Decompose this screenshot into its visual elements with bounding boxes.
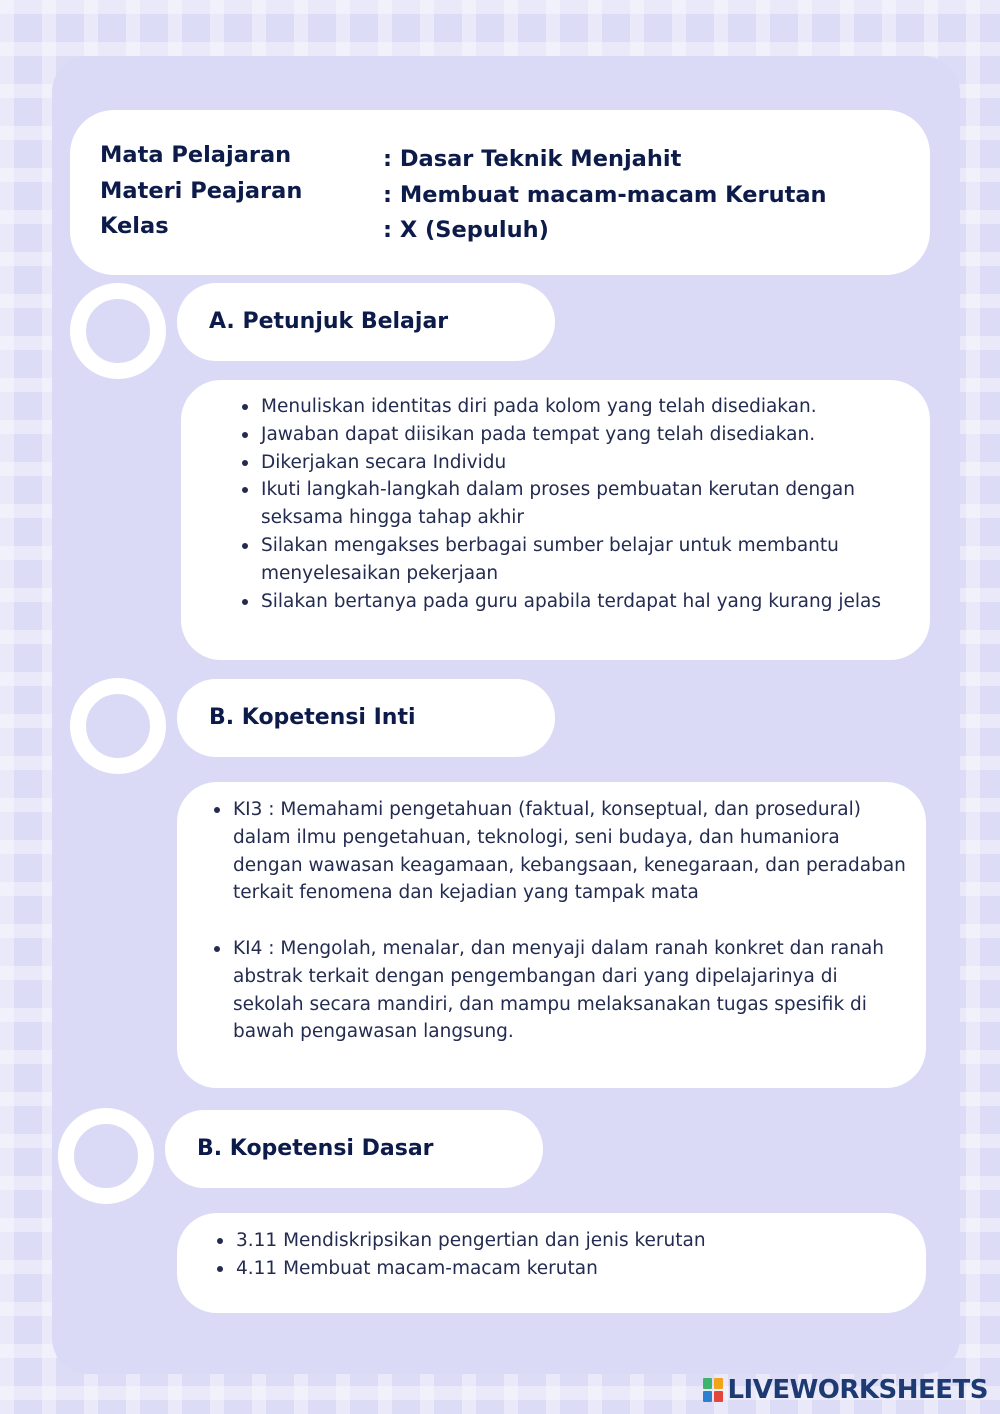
liveworksheets-watermark bbox=[703, 1374, 988, 1406]
section-c-title: B. Kopetensi Dasar bbox=[197, 1136, 434, 1161]
section-b-content-card bbox=[177, 782, 926, 1088]
section-a-ring-decoration bbox=[70, 283, 166, 379]
list-item: 3.11 Mendiskripsikan pengertian dan jenis kerutan bbox=[214, 1227, 904, 1255]
subject-info-values bbox=[383, 142, 827, 249]
label-materi-pelajaran: Materi Peajaran bbox=[100, 177, 303, 204]
section-b-ring-decoration bbox=[70, 678, 166, 774]
value-materi-pelajaran: : Membuat macam-macam Kerutan bbox=[383, 181, 827, 208]
list-item: KI4 : Mengolah, menalar, dan menyaji dalam ranah konkret dan ranah abstrak terkait dengan pengembangan dari yang dipelajarinya di sekolah secara mandiri, dan mampu melaksanakan tugas spesifik di bawah pengawasan langsung. bbox=[211, 935, 906, 1046]
kompetensi-dasar-list bbox=[214, 1227, 904, 1283]
section-c-content-card bbox=[177, 1213, 926, 1313]
list-item: 4.11 Membuat macam-macam kerutan bbox=[214, 1255, 904, 1283]
value-mata-pelajaran: : Dasar Teknik Menjahit bbox=[383, 146, 682, 172]
section-c-ring-decoration bbox=[58, 1108, 154, 1204]
section-a-content-card bbox=[181, 380, 930, 660]
subject-info-labels bbox=[100, 138, 302, 245]
value-kelas: : X (Sepuluh) bbox=[383, 217, 549, 243]
list-item: Ikuti langkah-langkah dalam proses pembuatan kerutan dengan seksama hingga tahap akhir bbox=[239, 476, 909, 532]
section-b-title: B. Kopetensi Inti bbox=[209, 705, 416, 730]
list-item: Silakan bertanya pada guru apabila terdapat hal yang kurang jelas bbox=[239, 588, 909, 616]
label-kelas: Kelas bbox=[100, 213, 169, 239]
section-b-title-pill bbox=[177, 679, 555, 757]
liveworksheets-logo-icon bbox=[703, 1378, 723, 1402]
subject-info-card bbox=[70, 110, 930, 275]
section-a-title-pill bbox=[177, 283, 555, 361]
list-item: KI3 : Memahami pengetahuan (faktual, konseptual, dan prosedural) dalam ilmu pengetahuan, teknologi, seni budaya, dan humaniora dengan wawasan keagamaan, kebangsaan, kenegaraan, dan peradaban terkait fenomena dan kejadian yang tampak mata bbox=[211, 796, 906, 907]
kompetensi-inti-list bbox=[211, 796, 906, 1046]
section-c-title-pill bbox=[165, 1110, 543, 1188]
petunjuk-list bbox=[239, 393, 909, 615]
label-mata-pelajaran: Mata Pelajaran bbox=[100, 142, 292, 168]
list-item: Dikerjakan secara Individu bbox=[239, 449, 909, 477]
list-item: Jawaban dapat diisikan pada tempat yang telah disediakan. bbox=[239, 421, 909, 449]
liveworksheets-brand-text: LIVEWORKSHEETS bbox=[727, 1375, 988, 1405]
list-item: Menuliskan identitas diri pada kolom yang telah disediakan. bbox=[239, 393, 909, 421]
list-item: Silakan mengakses berbagai sumber belajar untuk membantu menyelesaikan pekerjaan bbox=[239, 532, 909, 588]
section-a-title: A. Petunjuk Belajar bbox=[209, 309, 449, 334]
